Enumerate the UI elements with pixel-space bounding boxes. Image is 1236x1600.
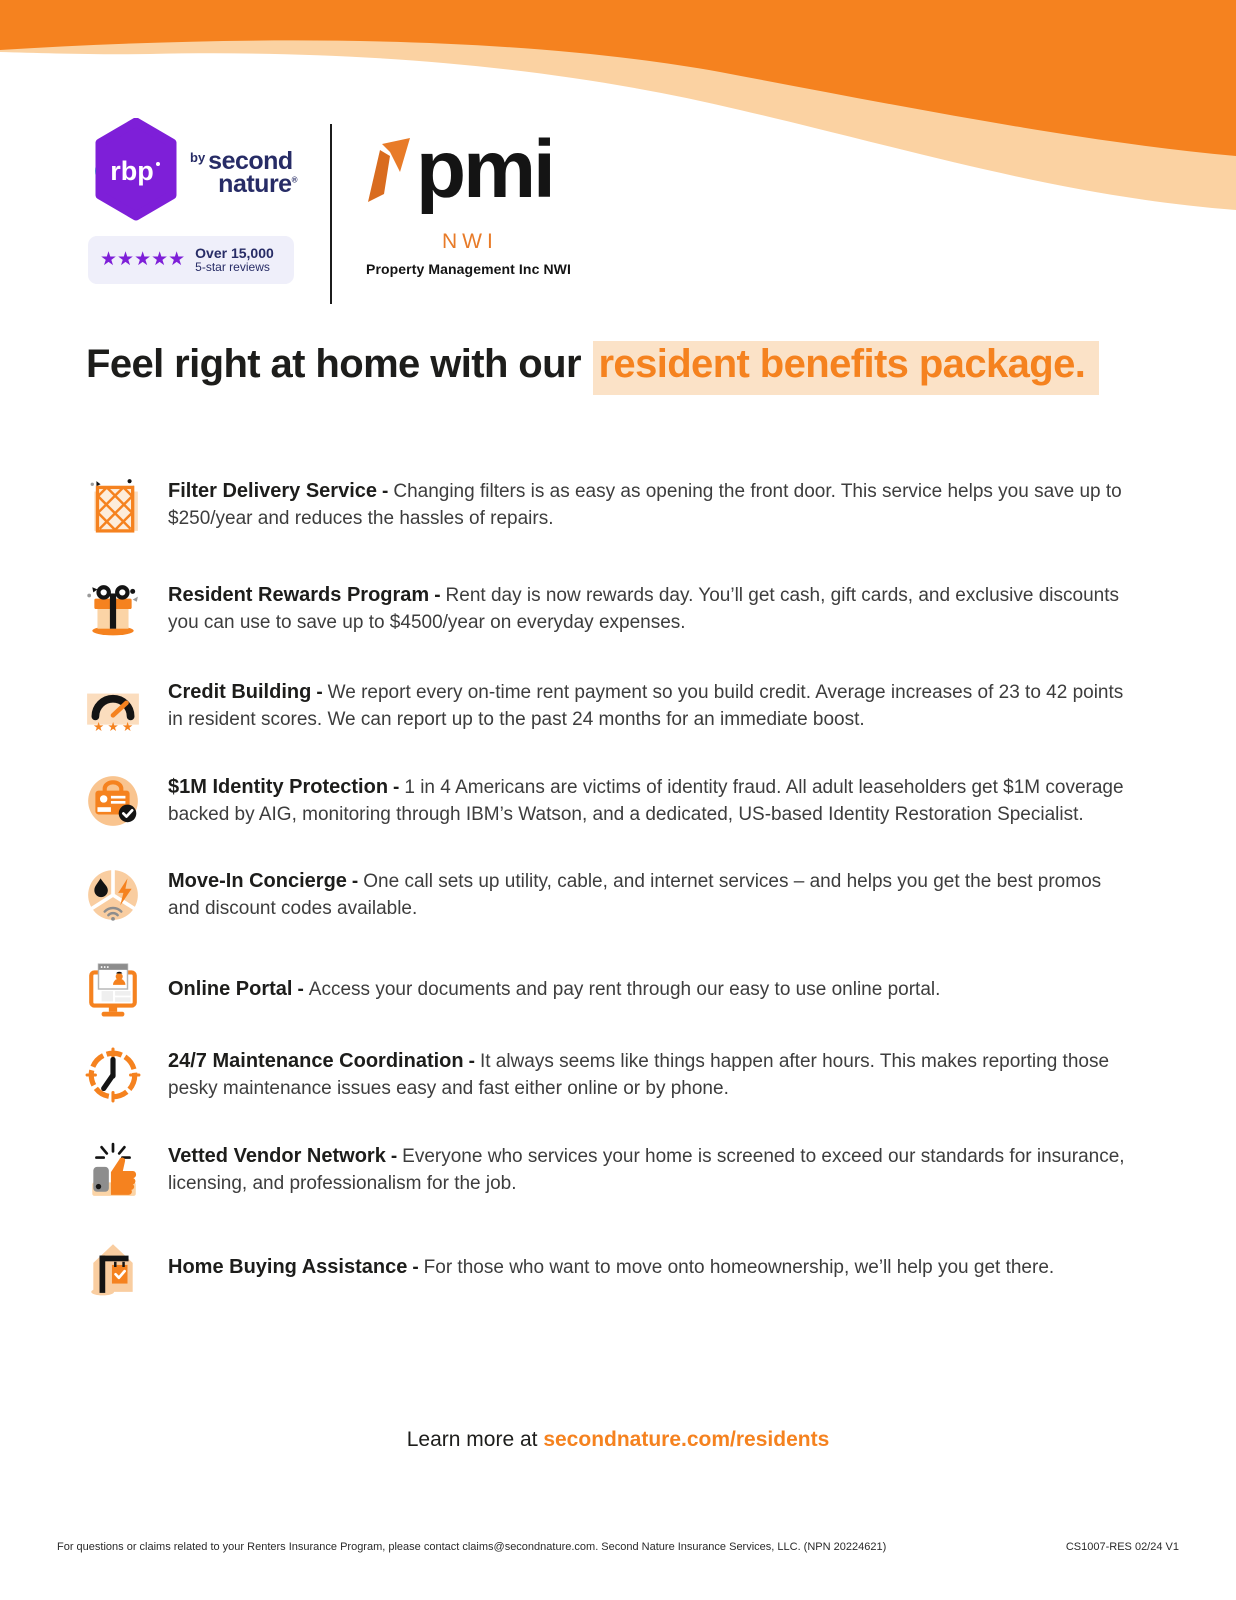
benefit-title: Online Portal	[168, 977, 293, 1000]
svg-text:★: ★	[121, 719, 134, 734]
benefit-row-vendors: Vetted Vendor Network - Everyone who services your home is screened to exceed our standards for insurance, licensing, and professionalism for the job.	[84, 1141, 1132, 1199]
benefit-title: 24/7 Maintenance Coordination	[168, 1050, 464, 1073]
rbp-badge-text: rbp	[110, 156, 154, 186]
benefit-description: For those who want to move onto homeownership, we’ll help you get there.	[423, 1256, 1055, 1278]
reviews-count: Over 15,000	[195, 245, 274, 261]
benefit-description: We report every on-time rent payment so you build credit. Average increases of 23 to 42 points in resident scores. We can report up to the past 24 months for an immediate boost.	[168, 682, 1124, 730]
benefit-title: Move-In Concierge	[168, 870, 347, 893]
benefit-description: Changing filters is as easy as opening the front door. This service helps you save up to $250/year and reduces the hassles of repairs.	[168, 481, 1122, 529]
logo-row	[88, 118, 571, 304]
pmi-logo-block	[366, 124, 571, 277]
benefit-title: $1M Identity Protection	[168, 776, 389, 799]
brand-line2: nature	[218, 170, 292, 198]
benefit-title: Filter Delivery Service	[168, 480, 378, 503]
benefit-title: Credit Building	[168, 681, 312, 704]
benefit-row-rewards: Resident Rewards Program - Rent day is now rewards day. You’ll get cash, gift cards, and exclusive discounts you can use to save up to $4500/year on everyday expenses.	[84, 580, 1132, 638]
benefit-title: Resident Rewards Program	[168, 584, 430, 607]
page-title-highlight: resident benefits package.	[593, 341, 1099, 395]
benefit-description: 1 in 4 Americans are victims of identity fraud. All adult leaseholders get $1M coverage backed by AIG, monitoring through IBM’s Watson, and a dedicated, US-based Identity Restoration Specialist.	[168, 777, 1124, 825]
benefit-description: One call sets up utility, cable, and internet services – and helps you get the best promos and discount codes available.	[168, 871, 1102, 919]
online-portal-icon	[84, 960, 142, 1018]
benefit-row-identity: $1M Identity Protection - 1 in 4 Americans are victims of identity fraud. All adult leaseholders get $1M coverage backed by AIG, monitoring through IBM’s Watson, and a dedicated, US-based Identity Restoration Specialist.	[84, 772, 1132, 830]
benefit-title: Vetted Vendor Network	[168, 1145, 386, 1168]
svg-text:★: ★	[107, 719, 119, 734]
insurance-disclaimer: For questions or claims related to your Renters Insurance Program, please contact claims@secondnature.com. Second Nature Insurance Services, LLC. (NPN 20224621)	[57, 1541, 887, 1553]
credit-gauge-icon	[84, 677, 142, 735]
benefit-description: It always seems like things happen after hours. This makes reporting those pesky maintenance issues easy and fast either online or by phone.	[168, 1051, 1110, 1099]
benefit-description: Access your documents and pay rent through our easy to use online portal.	[308, 978, 941, 1000]
rbp-logo	[88, 118, 184, 222]
page-title-prefix: Feel right at home with our	[86, 342, 581, 386]
document-code: CS1007-RES 02/24 V1	[1065, 1541, 1179, 1553]
learn-more-link[interactable]: secondnature.com/residents	[543, 1428, 830, 1451]
brand-line1: second	[208, 147, 293, 175]
utilities-circle-icon	[84, 866, 142, 924]
benefit-title: Home Buying Assistance	[168, 1255, 408, 1278]
pmi-region: NWI	[442, 230, 498, 253]
thumbs-up-icon	[84, 1141, 142, 1199]
benefit-description: Rent day is now rewards day. You’ll get cash, gift cards, and exclusive discounts you can use to save up to $4500/year on everyday expenses.	[168, 585, 1119, 633]
benefit-row-concierge: Move-In Concierge - One call sets up utility, cable, and internet services – and helps you get the best promos and discount codes available.	[84, 866, 1132, 924]
benefit-row-home-buying: Home Buying Assistance - For those who want to move onto homeownership, we’ll help you get there.	[84, 1238, 1132, 1296]
learn-more-line	[0, 1428, 1236, 1452]
pmi-wordmark: pmi	[416, 124, 553, 215]
air-filter-icon	[84, 476, 142, 534]
benefit-description: Everyone who services your home is screened to exceed our standards for insurance, licensing, and professionalism for the job.	[168, 1146, 1125, 1194]
benefit-row-maintenance: 24/7 Maintenance Coordination - It always seems like things happen after hours. This makes reporting those pesky maintenance issues easy and fast either online or by phone.	[84, 1046, 1132, 1104]
svg-text:★: ★	[92, 719, 105, 734]
learn-more-prefix: Learn more at	[406, 1428, 544, 1451]
fine-print-row	[57, 1541, 1179, 1553]
reviews-label: 5-star reviews	[195, 260, 270, 275]
byline-by: by	[190, 150, 206, 165]
benefit-row-filter-delivery: Filter Delivery Service - Changing filters is as easy as opening the front door. This service helps you save up to $250/year and reduces the hassles of repairs.	[84, 476, 1132, 534]
pmi-full-name: Property Management Inc NWI	[366, 261, 571, 277]
second-nature-wordmark	[190, 147, 297, 198]
benefit-row-credit: ★ ★ ★ Credit Building - We report every on-time rent payment so you build credit. Average increases of 23 to 42 points in resident scores. We can report up to the past 24 months for an immediate boost.	[84, 677, 1132, 735]
identity-protection-icon	[84, 772, 142, 830]
reviews-badge	[88, 236, 294, 284]
rbp-logo-block	[88, 118, 300, 284]
logo-divider	[330, 124, 332, 304]
registered-mark: ®	[291, 175, 297, 185]
gift-box-icon	[84, 580, 142, 638]
clock-icon	[84, 1046, 142, 1104]
benefit-row-portal: Online Portal - Access your documents and pay rent through our easy to use online portal.	[84, 960, 1132, 1018]
pmi-logo-icon	[366, 138, 414, 224]
five-stars-icon: ★★★★★	[100, 249, 186, 271]
home-sale-sign-icon	[84, 1238, 142, 1296]
page-title	[86, 342, 1099, 387]
